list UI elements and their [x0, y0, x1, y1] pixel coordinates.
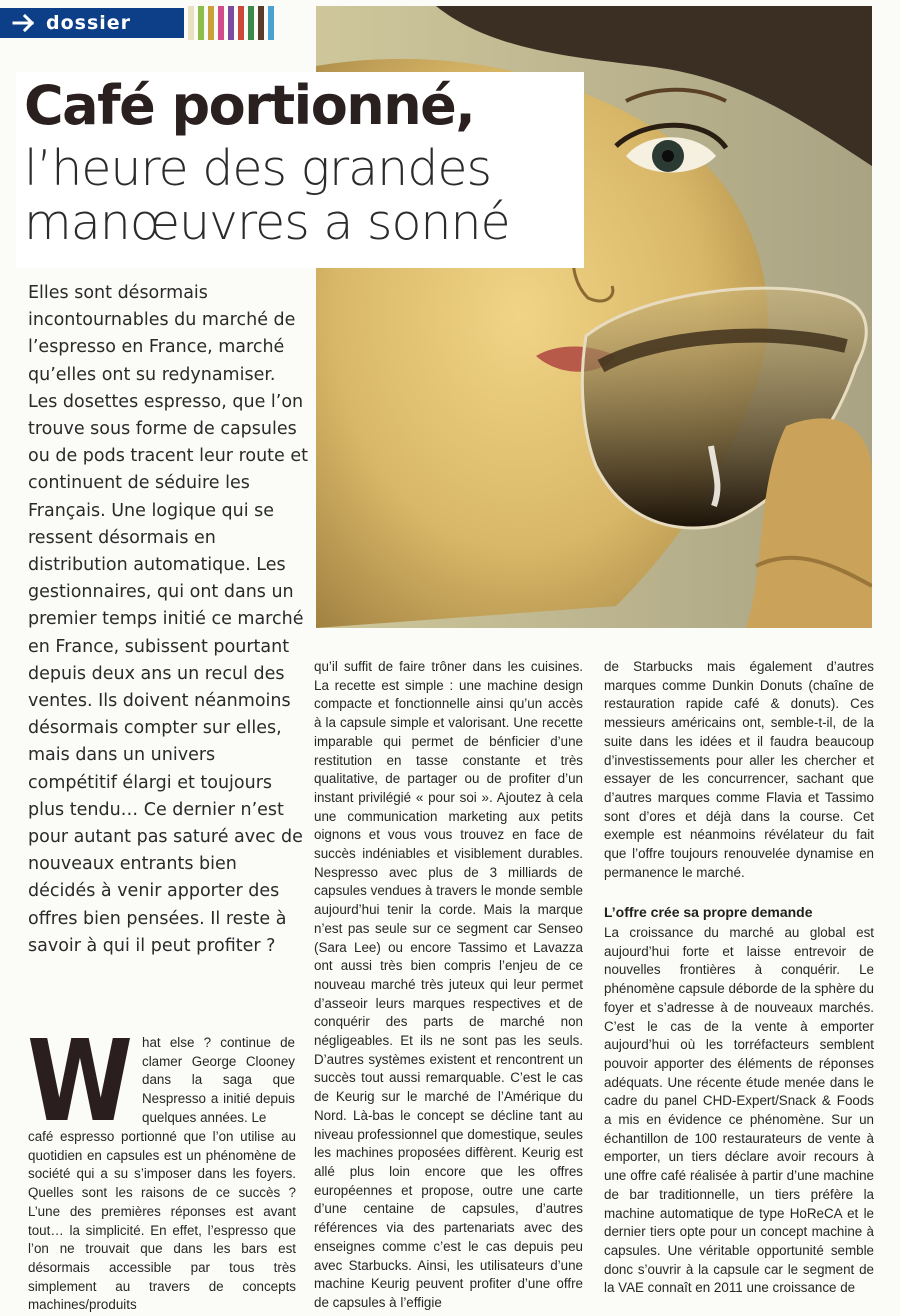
- color-stripe: [248, 6, 254, 40]
- headline-subtitle-line-1: l’heure des grandes: [24, 140, 492, 197]
- arrow-right-icon: [12, 8, 36, 38]
- subheading: L’offre crée sa propre demande: [604, 904, 813, 920]
- color-stripe: [218, 6, 224, 40]
- intro-paragraph: Elles sont désormais incontournables du marché de l’espresso en France, marché qu’elles ont su redynamiser. Les dosettes espresso, que l’on trouve sous forme de capsules ou de pods tracent leur route et continuent de séduire les Français. Une logique qui se ressent désormais en distribution automatique. Les gestionnaires, qui ont dans un premier temps initié ce marché en France, subissent pourtant depuis deux ans un recul des ventes. Ils doivent néanmoins désormais compter sur elles, mais dans un univers compétitif élargi et toujours plus tendu… Ce dernier n’est pour autant pas saturé avec de nouveaux entrants bien décidés à venir apporter des offres bien pensées. Il reste à savoir à qui il peut profiter ?: [28, 283, 308, 956]
- color-stripe: [258, 6, 264, 40]
- drop-cap-letter: W: [27, 1034, 133, 1124]
- headline-subtitle-line-2: manœuvres a sonné: [24, 194, 510, 251]
- color-stripe: [208, 6, 214, 40]
- drop-cap: [26, 1034, 134, 1124]
- body-column-1-top: hat else ? continue de clamer George Clooney dans la saga que Nespresso a initié depuis quelques années. Le: [142, 1035, 295, 1125]
- body-column-3-top: de Starbucks mais également d’autres marques comme Dunkin Donuts (chaîne de restauration rapide café & donuts). Ces messieurs américains ont, semble-t-il, de la suite dans les idées et il faudra beaucoup d’investissements pour aller les chercher et essayer de les concurrencer, sachant que d’autres marques comme Flavia et Tassimo sont d’ores et déjà dans la course. Cet exemple est néanmoins révélateur du fait que l’offre toujours renouvelée dynamise en permanence le marché.: [604, 659, 874, 880]
- body-column-1: café espresso portionné que l’on utilise au quotidien en capsules est un phénomène de société qui a su s’imposer dans les foyers. Quelles sont les raisons de ce succès ? L’une des premières réponses est avant tout… la simplicité. En effet, l’espresso que l’on ne trouvait que dans les bars est désormais accessible par tous très simplement au travers de concepts machines/produits: [28, 1129, 296, 1313]
- color-stripe: [238, 6, 244, 40]
- color-stripe: [268, 6, 274, 40]
- color-stripe: [228, 6, 234, 40]
- headline: Café portionné,: [24, 74, 475, 137]
- color-stripes: [188, 6, 274, 40]
- color-stripe: [198, 6, 204, 40]
- body-column-2: qu’il suffit de faire trôner dans les cuisines. La recette est simple : une machine design compacte et fonctionnelle ainsi qu’un accès à la capsule simple et valorisant. Une recette imparable qui permet de bénficier d’une restitution en tasse constante et très qualitative, de partager ou de profiter d’un instant privilégié « pour soi ». Ajoutez à cela une communication marketing aux petits oignons et vous vous trouvez en face de succès indéniables et visiblement durables. Nespresso avec plus de 3 milliards de capsules vendues à travers le monde semble aujourd’hui tenir la corde. Mais la marque n’est pas seule sur ce segment car Senseo (Sara Lee) ou encore Tassimo et Lavazza ont aussi très bien compris l’enjeu de ce nouveau marché très juteux qui leur permet d’asseoir leurs marques respectives et de conquérir des parts de marché non négligeables. Et ils ne sont pas les seuls. D’autres systèmes existent et rencontrent un succès tout aussi remarquable. C’est le cas de Keurig sur le marché de l’Amérique du Nord. Là-bas le concept se décline tant au niveau professionnel que domestique, seules les machines proposées diffèrent. Keurig est allé plus loin encore que les offres européennes et propose, outre une carte d’une centaine de capsules, d’autres références via des partenariats avec des enseignes comme c’est le cas depuis peu avec Starbucks. Ainsi, les utilisateurs d’une machine Keurig peuvent profiter d’une offre de capsules à l’effigie: [314, 659, 583, 1310]
- section-banner: [0, 6, 286, 40]
- color-stripe: [188, 6, 194, 40]
- body-column-3: La croissance du marché au global est aujourd’hui forte et laisse entrevoir de nouvelles frontières à conquérir. Le phénomène capsule déborde de la sphère du foyer et s’adresse à de nouveaux marchés. C’est le cas de la vente à emporter aujourd’hui où les torréfacteurs semblent pouvoir apporter des éléments de réponses adéquats. Une récente étude menée dans le cadre du panel CHD-Expert/Snack & Foods a mis en évidence ce phénomène. Sur un échantillon de 100 restaurateurs de vente à emporter, un tiers déclare avoir recours à une offre café réalisée à partir d’une machine de bar traditionnelle, un tiers préfère la machine automatique de type HoReCA et le dernier tiers opte pour un concept machine à capsules. Une véritable opportunité semble donc s’ouvrir à la capsule car le segment de la VAE connaît en 2011 une croissance de: [604, 925, 874, 1296]
- section-label: dossier: [46, 12, 132, 34]
